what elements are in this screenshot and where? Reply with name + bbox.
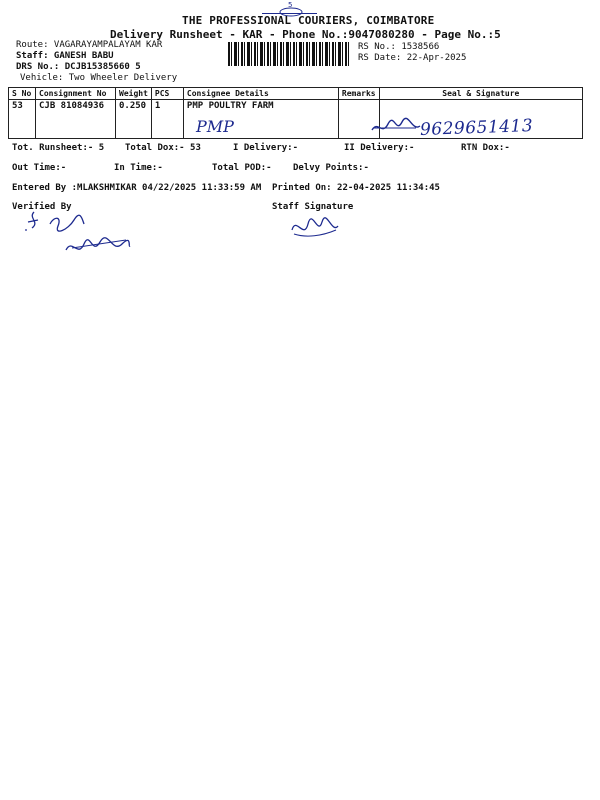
rtn-dox-field: RTN Dox:-	[461, 143, 510, 153]
staff-field: Staff: GANESH BABU	[16, 51, 114, 61]
staff-signature-label: Staff Signature	[272, 202, 354, 212]
tot-runsheet-field: Tot. Runsheet:- 5	[12, 143, 105, 153]
total-pod-field: Total POD:-	[212, 163, 272, 173]
column-header-remarks: Remarks	[338, 88, 379, 100]
vehicle-field: Vehicle: Two Wheeler Delivery	[20, 73, 178, 83]
column-header-s-no: S No	[9, 88, 36, 100]
delvy-points-field: Delvy Points:-	[293, 163, 369, 173]
rs-date-field: RS Date: 22-Apr-2025	[358, 53, 467, 63]
column-header-weight: Weight	[116, 88, 152, 100]
column-header-seal-signature: Seal & Signature	[379, 88, 582, 100]
verified-by-label: Verified By	[12, 202, 72, 212]
route-field: Route: VAGARAYAMPALAYAM KAR	[16, 40, 163, 50]
staff-signature-scribble	[288, 212, 342, 242]
in-time-field: In Time:-	[114, 163, 163, 173]
table-header-row	[9, 88, 583, 100]
consignee-signature-scribble	[370, 116, 422, 138]
page-marker	[278, 2, 304, 12]
cell-consignee-details: PMP POULTRY FARM	[183, 100, 338, 139]
total-dox-field: Total Dox:- 53	[125, 143, 201, 153]
i-delivery-field: I Delivery:-	[233, 143, 299, 153]
column-header-consignment-no: Consignment No	[36, 88, 116, 100]
barcode-image	[228, 42, 350, 66]
verifier-signature	[22, 208, 132, 268]
rs-number-field: RS No.: 1538566	[358, 42, 440, 52]
cell-consignment-no: CJB 81084936	[36, 100, 116, 139]
company-title: THE PROFESSIONAL COURIERS, COIMBATORE	[182, 14, 435, 27]
out-time-field: Out Time:-	[12, 163, 67, 173]
handwritten-consignee-note: PMP	[196, 117, 234, 136]
ii-delivery-field: II Delivery:-	[344, 143, 415, 153]
cell-s-no: 53	[9, 100, 36, 139]
column-header-pcs: PCS	[151, 88, 183, 100]
handwritten-phone-number: 9629651413	[419, 116, 534, 140]
cell-weight: 0.250	[116, 100, 152, 139]
printed-on-field: Printed On: 22-04-2025 11:34:45	[272, 183, 440, 193]
column-header-consignee-details: Consignee Details	[183, 88, 338, 100]
page-marker-number: 5	[288, 1, 293, 9]
entered-by-field: Entered By :MLAKSHMIKAR 04/22/2025 11:33:59 AM	[12, 183, 262, 193]
drs-number-field: DRS No.: DCJB15385660 5	[16, 62, 141, 72]
cell-pcs: 1	[151, 100, 183, 139]
runsheet-title: Delivery Runsheet - KAR - Phone No.:9047080280 - Page No.:5	[110, 28, 501, 41]
